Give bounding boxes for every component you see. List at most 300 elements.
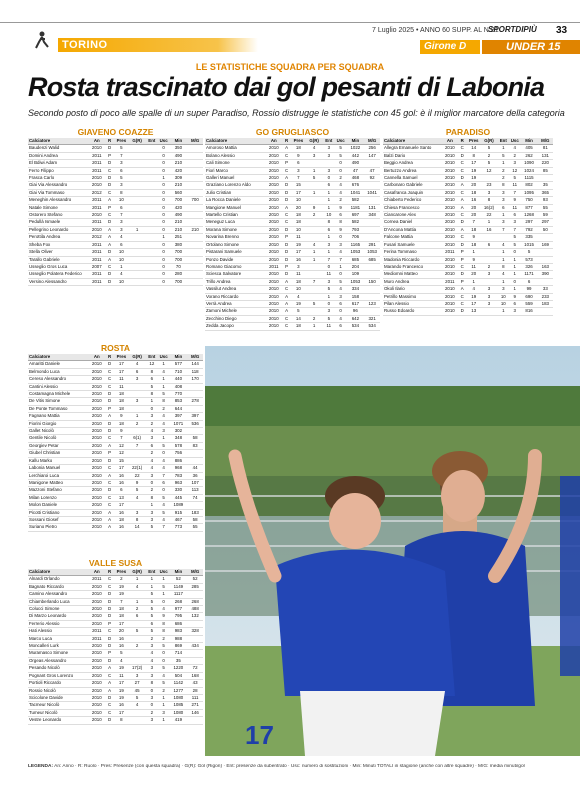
table-cell: 582 (347, 219, 365, 226)
table-cell: Graziano Lorenzo Aldo (205, 182, 266, 189)
table-cell (146, 152, 158, 159)
table-cell: 16 (115, 524, 129, 531)
table-cell: A (105, 234, 115, 241)
table-cell: C (105, 383, 115, 390)
table-cell (480, 308, 497, 315)
table-cell (187, 234, 203, 241)
table-cell: 1 (128, 413, 146, 420)
table-cell: 6 (115, 167, 129, 174)
table-cell: 390 (538, 271, 553, 278)
table-cell (128, 249, 146, 256)
table-cell: 10 (115, 256, 129, 263)
table-row (28, 524, 203, 531)
table-cell: 11 (292, 271, 306, 278)
table-cell: 92 (364, 175, 380, 182)
table-row (28, 241, 203, 248)
table-row (205, 241, 380, 248)
table-cell: 0 (335, 234, 347, 241)
column-header: M/G (187, 569, 203, 576)
table-row (383, 197, 553, 204)
table-cell: 2010 (89, 591, 105, 598)
table-cell: Chiamberlando Luca (28, 598, 89, 605)
table-cell: 8 (498, 182, 509, 189)
table-cell: 9 (158, 613, 170, 620)
table-cell: 2010 (89, 212, 105, 219)
table-cell: C (457, 234, 467, 241)
table-cell: 3 (146, 516, 158, 523)
table-cell: 1 (158, 591, 170, 598)
table-cell: 10 (292, 197, 306, 204)
table-cell: Labonia Manuel (28, 465, 89, 472)
table-cell: Versino Alessandro (28, 278, 89, 285)
table-cell: 877 (520, 204, 537, 211)
table-cell: Fagnano Mattia (28, 413, 89, 420)
table-cell: 0 (146, 479, 158, 486)
table-cell: 1 (323, 189, 335, 196)
table-cell: 4 (146, 428, 158, 435)
table-cell: 3 (146, 694, 158, 701)
table-cell: 262 (520, 152, 537, 159)
table-cell: 988 (170, 635, 188, 642)
table-cell: 268 (170, 598, 188, 605)
table-cell: Beggio Andrea (383, 160, 442, 167)
table-cell: 7 (158, 524, 170, 531)
table-cell: 5 (146, 591, 158, 598)
table-cell: Perottila Andrea (28, 234, 89, 241)
table-cell: 9 (467, 234, 480, 241)
table-cell: 0 (146, 702, 158, 709)
table-cell: 3 (128, 672, 146, 679)
table-cell: 6 (323, 182, 335, 189)
table-cell: 50 (538, 226, 553, 233)
table-cell: Mazzoni Stefano (28, 487, 89, 494)
table-row (28, 361, 203, 368)
table-row (383, 234, 553, 241)
table-cell: 0 (158, 278, 170, 285)
table-row (205, 271, 380, 278)
table-cell: C (457, 293, 467, 300)
table-cell: 9 (292, 152, 306, 159)
table-cell: 4 (335, 286, 347, 293)
shirt-number: 17 (245, 720, 274, 750)
table-cell: 685 (347, 256, 365, 263)
table-cell: 2010 (266, 152, 282, 159)
column-header: M/G (538, 138, 553, 145)
team-title: GIAVENO COAZZE (77, 127, 154, 137)
table-row (383, 256, 553, 263)
table-cell: Tumeur Nicolò (28, 709, 89, 716)
table-cell: 365 (538, 189, 553, 196)
table-cell: 7 (128, 442, 146, 449)
table-cell: 2010 (442, 152, 457, 159)
table-cell: 5 (305, 175, 323, 182)
table-row (28, 391, 203, 398)
table-row (28, 613, 203, 620)
table-cell: 233 (538, 293, 553, 300)
table-cell: 2 (115, 576, 129, 583)
table-cell: 2010 (89, 694, 105, 701)
table-cell: 256 (364, 145, 380, 152)
table-row (28, 442, 203, 449)
table-cell: C (457, 145, 467, 152)
table-row (28, 368, 203, 375)
table-row (28, 167, 203, 174)
table-row (28, 672, 203, 679)
table-cell: 27 (128, 680, 146, 687)
table-cell (187, 152, 203, 159)
table-cell: Carbonaro Gabriele (383, 182, 442, 189)
table-cell: Di Marzo Leonardo (28, 613, 89, 620)
table-row (28, 249, 203, 256)
table-cell: 2011 (89, 241, 105, 248)
table-cell: 795 (170, 613, 188, 620)
table-cell (305, 263, 323, 270)
table-cell: 1 (305, 323, 323, 330)
table-row (28, 278, 203, 285)
table-cell: 1041 (364, 189, 380, 196)
table-cell: 330 (170, 487, 188, 494)
table-cell (480, 256, 497, 263)
table-row (383, 189, 553, 196)
table-cell: 302 (170, 428, 188, 435)
table-cell: 1015 (520, 241, 537, 248)
table-cell: 19 (292, 241, 306, 248)
table-cell (128, 271, 146, 278)
table-cell (187, 271, 203, 278)
table-cell: 16 (467, 197, 480, 204)
table-cell: 3 (480, 286, 497, 293)
table-cell (128, 383, 146, 390)
table-cell: 8 (323, 219, 335, 226)
table-cell: 1 (323, 293, 335, 300)
table-cell: 36 (187, 472, 203, 479)
table-cell: 17 (467, 160, 480, 167)
table-cell: 147 (364, 152, 380, 159)
table-cell: 2011 (89, 635, 105, 642)
table-cell: D (105, 635, 115, 642)
table-cell: 2 (128, 643, 146, 650)
table-cell: Meneghin Alessandro (28, 197, 89, 204)
table-cell: Kallu Marko (28, 457, 89, 464)
table-cell: 5 (480, 160, 497, 167)
table-cell: 52 (170, 576, 188, 583)
table-cell: 419 (170, 717, 188, 724)
stats-table (28, 138, 203, 286)
table-cell: Pognant Gros Lorenzo (28, 672, 89, 679)
table-row (28, 635, 203, 642)
table-cell: C (457, 167, 467, 174)
table-cell: 573 (520, 256, 537, 263)
table-row (28, 398, 203, 405)
table-cell: 3 (498, 189, 509, 196)
table-cell: 0 (146, 405, 158, 412)
table-cell: 5 (158, 509, 170, 516)
table-cell (187, 189, 203, 196)
column-header: G(R) (128, 354, 146, 361)
column-header: R (457, 138, 467, 145)
table-cell: Galleri Manuel (205, 175, 266, 182)
table-cell: D'Ancona Mattia (383, 226, 442, 233)
table-cell: 534 (347, 323, 365, 330)
table-cell: C (282, 315, 292, 322)
table-cell (146, 197, 158, 204)
table-cell: Cornea Daniel (383, 219, 442, 226)
table-cell: 445 (170, 494, 188, 501)
column-header: Calciatore (28, 354, 89, 361)
table-cell: 12 (509, 167, 520, 174)
table-cell: 23 (480, 182, 497, 189)
table-cell: 18 (292, 219, 306, 226)
table-cell (146, 241, 158, 248)
table-cell (187, 182, 203, 189)
table-cell: 700 (170, 197, 188, 204)
table-cell: 578 (170, 442, 188, 449)
table-cell (480, 234, 497, 241)
table-cell: 3 (128, 398, 146, 405)
table-cell (128, 204, 146, 211)
table-header-row (205, 138, 380, 145)
table-cell: 2011 (266, 263, 282, 270)
table-cell (146, 271, 158, 278)
table-cell: 4 (509, 145, 520, 152)
table-cell: 5 (158, 494, 170, 501)
table-cell: 5 (128, 487, 146, 494)
table-cell: 348 (170, 435, 188, 442)
table-cell: 11 (509, 204, 520, 211)
table-cell: 19 (115, 687, 129, 694)
table-cell: 297 (538, 219, 553, 226)
table-cell: 2011 (89, 628, 105, 635)
table-row (28, 694, 203, 701)
table-cell: 2012 (89, 234, 105, 241)
column-header: G(R) (128, 569, 146, 576)
table-cell: 0 (158, 212, 170, 219)
table-cell: 559 (520, 300, 537, 307)
table-cell: 2010 (89, 472, 105, 479)
table-cell: 4 (335, 182, 347, 189)
table-cell: 7 (115, 598, 129, 605)
table-cell: 20 (292, 204, 306, 211)
table-cell: 2010 (89, 442, 105, 449)
table-cell: 1142 (170, 680, 188, 687)
table-cell: 1268 (520, 212, 537, 219)
table-cell: Petrillo Massimo (383, 293, 442, 300)
table-cell: A (282, 145, 292, 152)
table-cell: 3 (498, 197, 509, 204)
table-cell: Cantini Alessio (28, 383, 89, 390)
table-cell: 2011 (89, 197, 105, 204)
table-row (28, 450, 203, 457)
table-cell: C (105, 494, 115, 501)
table-cell: P (105, 204, 115, 211)
table-cell: D (105, 606, 115, 613)
table-cell (128, 657, 146, 664)
table-cell: 4 (128, 494, 146, 501)
table-cell: 3 (498, 286, 509, 293)
table-cell: 1 (158, 576, 170, 583)
table-cell: 2010 (89, 598, 105, 605)
table-cell: 2 (498, 167, 509, 174)
table-cell: 8 (115, 189, 129, 196)
table-cell: 1 (158, 702, 170, 709)
table-cell: 2010 (89, 479, 105, 486)
table-cell: 163 (538, 263, 553, 270)
table-cell: 22(1) (128, 465, 146, 472)
table-cell: A (457, 286, 467, 293)
table-row (383, 286, 553, 293)
table-cell: 2010 (442, 189, 457, 196)
table-cell: 11 (509, 182, 520, 189)
table-cell: 85 (538, 167, 553, 174)
team-block-rosta (28, 343, 203, 532)
table-cell: 4 (498, 241, 509, 248)
table-cell: D (457, 271, 467, 278)
table-cell: 83 (187, 442, 203, 449)
table-cell: 6 (480, 241, 497, 248)
table-cell (364, 182, 380, 189)
table-cell: A (282, 300, 292, 307)
table-cell (305, 182, 323, 189)
table-cell: 5 (158, 391, 170, 398)
column-header: Usc (159, 569, 168, 574)
table-cell: 2 (146, 487, 158, 494)
table-cell: D (282, 256, 292, 263)
table-cell: 405 (520, 145, 537, 152)
table-cell: 5 (158, 583, 170, 590)
table-cell: D (105, 278, 115, 285)
table-cell: 4 (158, 457, 170, 464)
table-cell: 8 (146, 368, 158, 375)
table-cell: 10 (498, 293, 509, 300)
table-cell: A (105, 524, 115, 531)
table-cell: 3 (115, 160, 129, 167)
table-cell: 0 (323, 263, 335, 270)
table-cell: 19 (115, 694, 129, 701)
column-header: Ent (146, 354, 158, 361)
table-cell: Stella Oliver (28, 249, 89, 256)
table-cell: 45 (128, 687, 146, 694)
table-cell: 408 (170, 383, 188, 390)
table-cell: 2010 (89, 665, 105, 672)
table-cell: 348 (364, 212, 380, 219)
table-cell: 9 (509, 197, 520, 204)
table-cell: 309 (170, 175, 188, 182)
table-cell (128, 160, 146, 167)
table-cell: 5 (305, 300, 323, 307)
table-cell: 17 (115, 680, 129, 687)
table-cell: 4 (335, 189, 347, 196)
table-row (28, 175, 203, 182)
table-cell: 1 (498, 160, 509, 167)
table-cell (187, 502, 203, 509)
table-row (205, 315, 380, 322)
column-header: Usc (159, 138, 168, 143)
column-header: Min (520, 138, 537, 145)
table-cell: C (105, 502, 115, 509)
table-cell: Russo Edoardo (383, 308, 442, 315)
table-cell: 3 (146, 413, 158, 420)
table-row (383, 278, 553, 285)
table-cell: 2 (480, 263, 497, 270)
table-row (28, 650, 203, 657)
table-cell: 2 (128, 420, 146, 427)
table-cell: 5 (509, 175, 520, 182)
column-header: Min (170, 354, 188, 361)
table-cell: 18 (115, 420, 129, 427)
table-cell: 19 (467, 293, 480, 300)
column-header: Pres (468, 138, 479, 143)
table-row (28, 383, 203, 390)
table-cell: 1089 (170, 502, 188, 509)
table-cell: 13 (467, 308, 480, 315)
table-cell (128, 502, 146, 509)
table-cell: 334 (347, 286, 365, 293)
table-cell (128, 189, 146, 196)
table-cell: 2010 (89, 361, 105, 368)
table-cell: Giai Via Tommaso (28, 189, 89, 196)
table-cell: 582 (347, 197, 365, 204)
table-cell: 3 (480, 300, 497, 307)
table-cell: 0 (158, 598, 170, 605)
table-cell: 297 (520, 219, 537, 226)
table-cell: P (457, 278, 467, 285)
table-cell: D (457, 219, 467, 226)
table-cell: 16 (115, 472, 129, 479)
table-cell: 2010 (89, 405, 105, 412)
table-cell: 2010 (442, 182, 457, 189)
table-cell: 10 (498, 300, 509, 307)
table-cell: 111 (187, 694, 203, 701)
table-cell (187, 263, 203, 270)
table-cell: Ferina Tommaso (383, 249, 442, 256)
table-cell: 0 (323, 175, 335, 182)
table-row (383, 263, 553, 270)
table-cell: 278 (187, 398, 203, 405)
table-row (28, 516, 203, 523)
table-cell: 18 (115, 516, 129, 523)
table-cell: 10 (292, 286, 306, 293)
table-cell: 335 (520, 234, 537, 241)
table-row (28, 413, 203, 420)
table-cell: 490 (170, 152, 188, 159)
table-row (28, 465, 203, 472)
table-header-row (28, 138, 203, 145)
table-row (28, 219, 203, 226)
legend (28, 764, 580, 769)
table-cell: Mangione Manuel (205, 204, 266, 211)
table-cell: 14 (467, 145, 480, 152)
table-cell: 1071 (170, 420, 188, 427)
table-cell: 2010 (266, 300, 282, 307)
table-cell (187, 635, 203, 642)
table-cell: 2010 (442, 226, 457, 233)
table-row (205, 212, 380, 219)
table-row (205, 219, 380, 226)
table-cell: 783 (170, 472, 188, 479)
table-cell: 1 (509, 286, 520, 293)
table-cell: 6 (115, 241, 129, 248)
table-cell: 17 (115, 465, 129, 472)
table-cell: C (282, 152, 292, 159)
table-cell (187, 405, 203, 412)
table-cell: 617 (347, 300, 365, 307)
table-cell: 9 (335, 204, 347, 211)
table-cell: 2011 (89, 278, 105, 285)
table-cell: 3 (146, 672, 158, 679)
table-cell: 4 (115, 271, 129, 278)
table-cell: Marando Francesco (383, 263, 442, 270)
table-cell (364, 234, 380, 241)
